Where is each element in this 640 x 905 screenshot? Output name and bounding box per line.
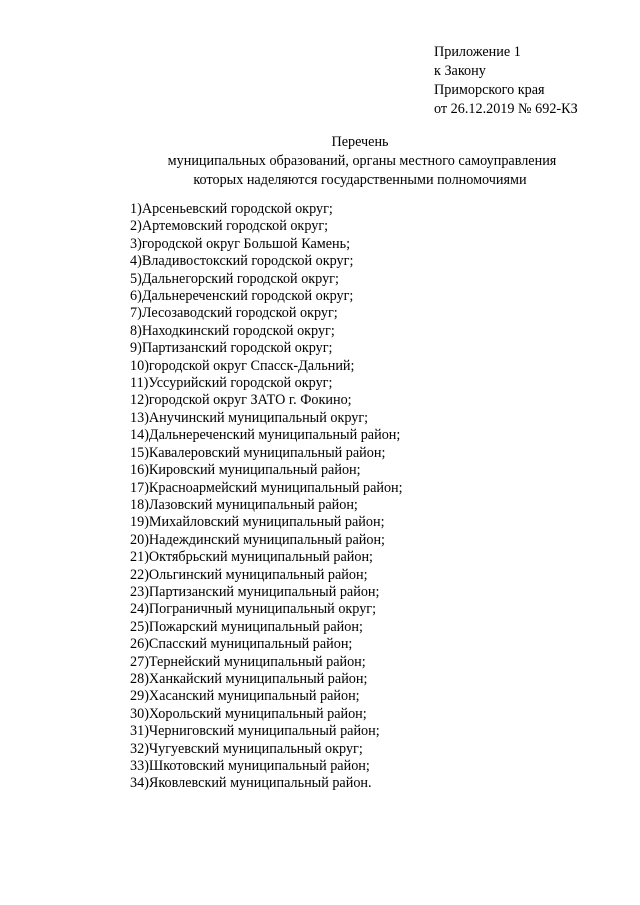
appendix-number: Приложение 1 bbox=[434, 44, 521, 60]
list-item: 19)Михайловский муниципальный район; bbox=[130, 514, 385, 531]
list-item: 9)Партизанский городской округ; bbox=[130, 340, 333, 357]
list-item: 30)Хорольский муниципальный район; bbox=[130, 705, 367, 722]
list-item: 33)Шкотовский муниципальный район; bbox=[130, 758, 370, 774]
list-item: 26)Спасский муниципальный район; bbox=[130, 636, 353, 653]
list-item: 3)городской округ Большой Камень; bbox=[130, 235, 351, 252]
list-item: 29)Хасанский муниципальный район; bbox=[130, 688, 360, 705]
list-item: 7)Лесозаводский городской округ; bbox=[130, 305, 338, 322]
heading-subtitle-line2: которых наделяются государственными полномочиями bbox=[193, 172, 527, 188]
list-item: 12)городской округ ЗАТО г. Фокино; bbox=[130, 392, 352, 409]
list-item: 27)Тернейский муниципальный район; bbox=[130, 653, 366, 670]
list-item: 2)Артемовский городской округ; bbox=[130, 218, 329, 235]
list-item: 5)Дальнегорский городской округ; bbox=[130, 270, 339, 287]
list-item: 1)Арсеньевский городской округ; bbox=[130, 201, 333, 217]
list-item: 4)Владивостокский городской округ; bbox=[130, 253, 354, 270]
list-item: 13)Анучинский муниципальный округ; bbox=[130, 409, 369, 426]
list-item: 16)Кировский муниципальный район; bbox=[130, 462, 361, 479]
list-item: 10)городской округ Спасск-Дальний; bbox=[130, 357, 355, 374]
list-item: 20)Надеждинский муниципальный район; bbox=[130, 531, 385, 548]
heading-title: Перечень bbox=[331, 134, 389, 150]
list-item: 23)Партизанский муниципальный район; bbox=[130, 583, 380, 600]
list-item: 6)Дальнереченский городской округ; bbox=[130, 288, 354, 305]
appendix-law-date: от 26.12.2019 № 692-КЗ bbox=[434, 101, 578, 117]
heading-subtitle-line1: муниципальных образований, органы местного самоуправления bbox=[167, 153, 557, 169]
list-item: 18)Лазовский муниципальный район; bbox=[130, 496, 358, 513]
appendix-law-label: к Закону bbox=[434, 63, 486, 79]
document-heading bbox=[0, 133, 640, 190]
list-item: 15)Кавалеровский муниципальный район; bbox=[130, 444, 386, 461]
list-item: 8)Находкинский городской округ; bbox=[130, 322, 335, 339]
list-item: 25)Пожарский муниципальный район; bbox=[130, 618, 363, 635]
list-item: 31)Черниговский муниципальный район; bbox=[130, 723, 380, 740]
appendix-reference bbox=[434, 43, 578, 119]
list-item: 34)Яковлевский муниципальный район. bbox=[130, 775, 372, 792]
list-item: 11)Уссурийский городской округ; bbox=[130, 375, 333, 392]
list-item: 24)Пограничный муниципальный округ; bbox=[130, 601, 377, 618]
municipality-list bbox=[130, 201, 403, 793]
list-item: 17)Красноармейский муниципальный район; bbox=[130, 479, 403, 496]
list-item: 21)Октябрьский муниципальный район; bbox=[130, 549, 373, 566]
list-item: 14)Дальнереченский муниципальный район; bbox=[130, 427, 401, 444]
list-item: 22)Ольгинский муниципальный район; bbox=[130, 566, 368, 583]
list-item: 32)Чугуевский муниципальный округ; bbox=[130, 740, 363, 757]
appendix-region: Приморского края bbox=[434, 82, 545, 98]
list-item: 28)Ханкайский муниципальный район; bbox=[130, 670, 368, 687]
